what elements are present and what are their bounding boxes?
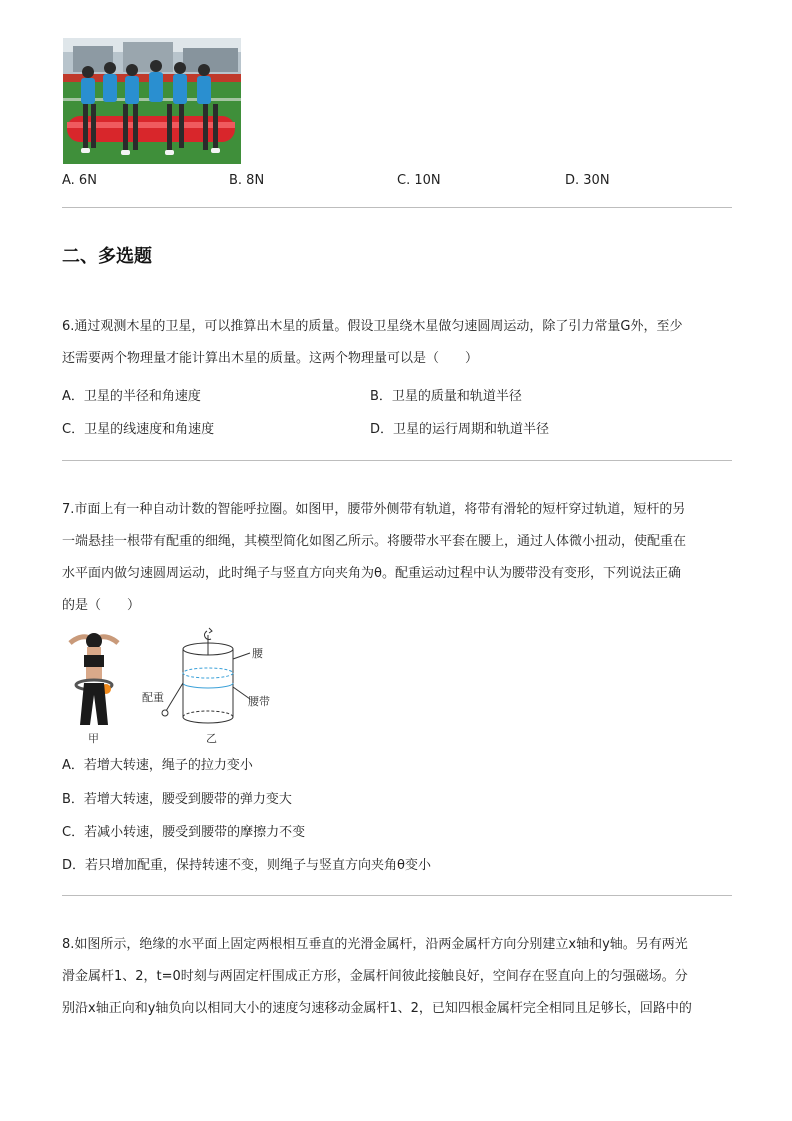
- q5-option-d: D. 30N: [565, 173, 610, 188]
- q6-stem-line: 6.通过观测木星的卫星，可以推算出木星的质量。假设卫星绕木星做匀速圆周运动，除了引力常量G外，至少: [62, 319, 683, 334]
- cylinder-model: [162, 628, 250, 723]
- q8-stem-line: 滑金属杆1、2，t=0时刻与两固定杆围成正方形，金属杆间彼此接触良好，空间存在竖直向上的匀强磁场。分: [62, 969, 688, 984]
- q7-option-c: C．若减小转速，腰受到腰带的摩擦力不变: [62, 825, 306, 840]
- figure-label-waist: 腰: [252, 647, 263, 660]
- q8-stem-line: 别沿x轴正向和y轴负向以相同大小的速度匀速移动金属杆1、2，已知四根金属杆完全相同且足够长，回路中的: [62, 1001, 692, 1016]
- q6-stem-line: 还需要两个物理量才能计算出木星的质量。这两个物理量可以是（ ）: [62, 351, 479, 366]
- figure-label-weight: 配重: [142, 691, 164, 704]
- q7-option-b: B．若增大转速，腰受到腰带的弹力变大: [62, 792, 292, 807]
- q5-option-a: A. 6N: [62, 173, 97, 188]
- q5-option-c: C. 10N: [397, 173, 441, 188]
- divider: [62, 895, 732, 896]
- q6-option-a: A．卫星的半径和角速度: [62, 389, 201, 404]
- divider: [62, 460, 732, 461]
- q5-option-b: B. 8N: [229, 173, 265, 188]
- team-race-photo: [63, 38, 241, 164]
- q8-stem-line: 8.如图所示，绝缘的水平面上固定两根相互垂直的光滑金属杆，沿两金属杆方向分别建立x轴和y轴。另有两光: [62, 937, 688, 952]
- q7-figure: [62, 625, 292, 747]
- person-figure: [70, 633, 118, 725]
- figure-label-jia: 甲: [88, 732, 99, 745]
- q6-option-d: D．卫星的运行周期和轨道半径: [370, 422, 550, 437]
- q7-stem-line: 水平面内做匀速圆周运动，此时绳子与竖直方向夹角为θ。配重运动过程中认为腰带没有变形，下列说法正确: [62, 566, 681, 581]
- divider: [62, 207, 732, 208]
- q7-stem-line: 的是（ ）: [62, 598, 141, 613]
- q6-option-c: C．卫星的线速度和角速度: [62, 422, 215, 437]
- figure-label-yi: 乙: [206, 732, 217, 745]
- q6-option-b: B．卫星的质量和轨道半径: [370, 389, 522, 404]
- figure-label-belt: 腰带: [248, 695, 270, 708]
- q7-option-d: D．若只增加配重，保持转速不变，则绳子与竖直方向夹角θ变小: [62, 858, 431, 873]
- q7-stem-line: 一端悬挂一根带有配重的细绳，其模型简化如图乙所示。将腰带水平套在腰上，通过人体微小扭动，使配重在: [62, 534, 687, 549]
- q7-option-a: A．若增大转速，绳子的拉力变小: [62, 758, 253, 773]
- q7-stem-line: 7.市面上有一种自动计数的智能呼拉圈。如图甲，腰带外侧带有轨道，将带有滑轮的短杆穿过轨道，短杆的另: [62, 502, 686, 517]
- section-title: 二、多选题: [62, 246, 152, 267]
